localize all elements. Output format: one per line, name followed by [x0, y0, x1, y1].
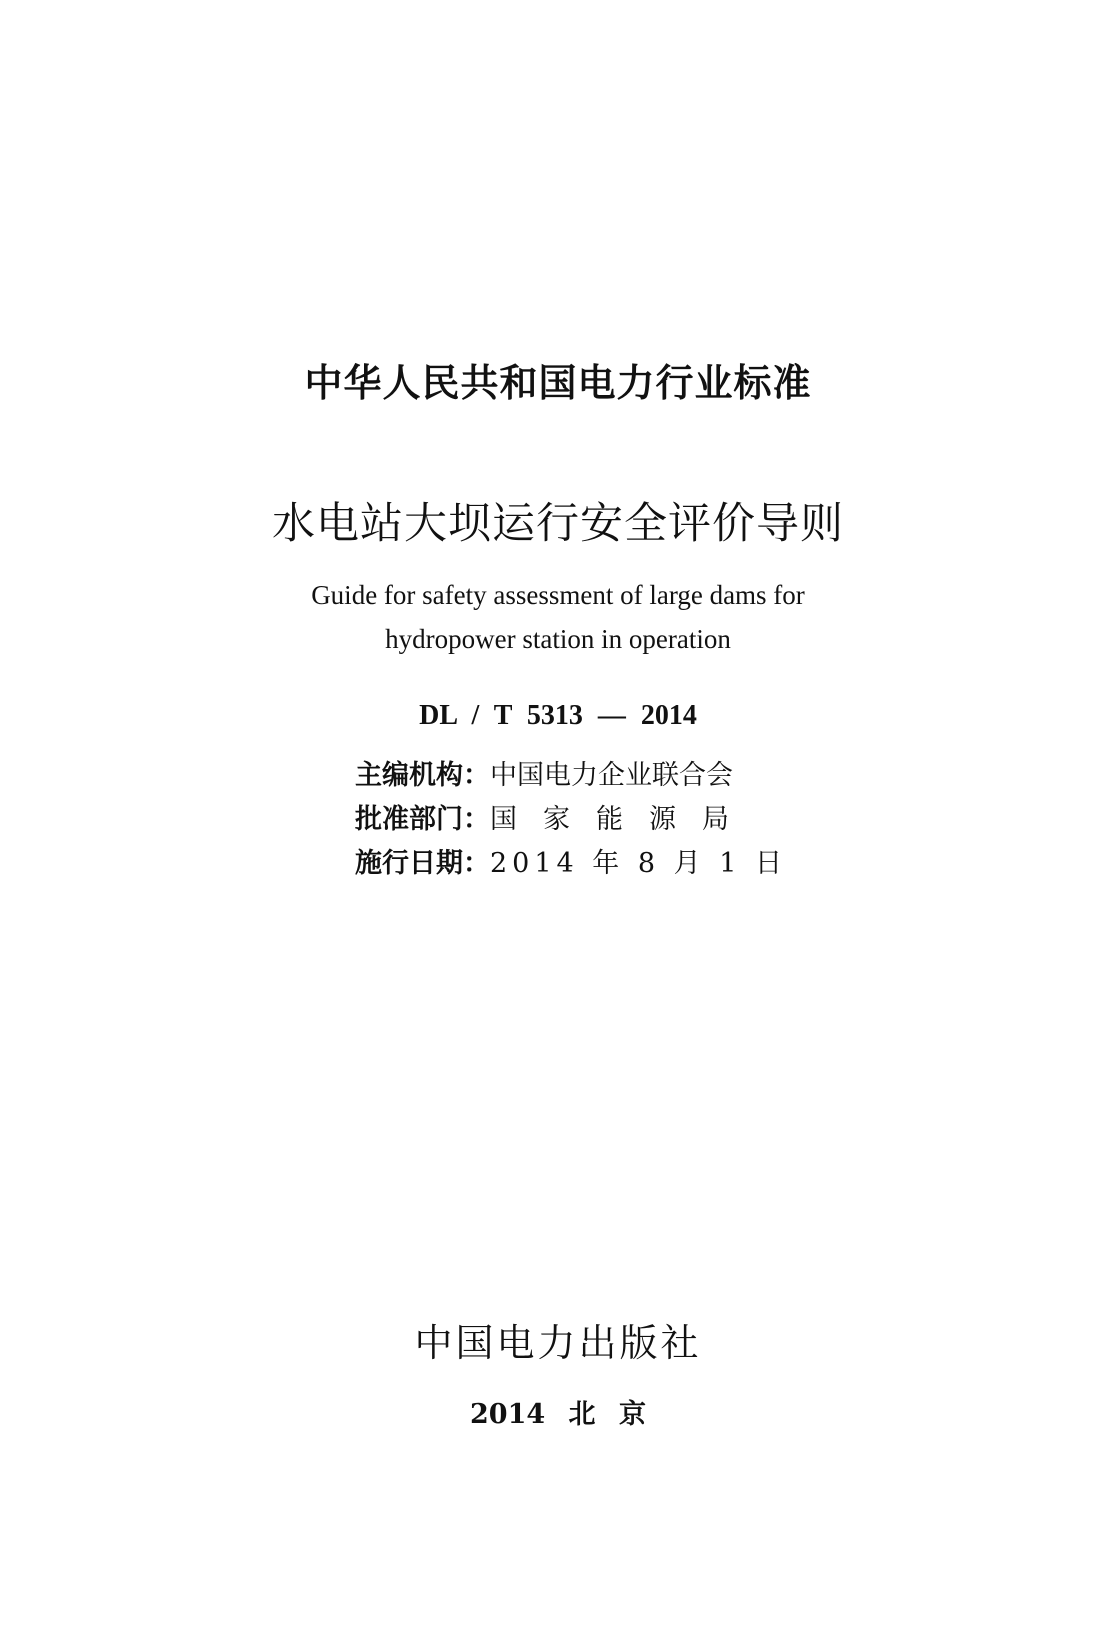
date-row — [355, 842, 795, 886]
publication-year-place: 2014 北 京 — [470, 1399, 646, 1430]
approver-label: 批准部门： — [355, 804, 490, 835]
document-title-chinese: 水电站大坝运行安全评价导则 — [272, 499, 844, 549]
date-value: 2014 年 8 月 1 日 — [490, 848, 787, 879]
document-title-english-line1: Guide for safety assessment of large dams for — [311, 580, 805, 610]
info-block — [355, 754, 795, 886]
publisher: 中国电力出版社 — [414, 1321, 702, 1365]
editor-label: 主编机构： — [355, 760, 490, 791]
approver-value: 国家能源局 — [490, 804, 755, 835]
editor-value: 中国电力企业联合会 — [490, 760, 733, 791]
date-label: 施行日期： — [355, 848, 490, 879]
document-title-english-line2: hydropower station in operation — [385, 624, 731, 654]
standard-organization: 中华人民共和国电力行业标准 — [304, 361, 812, 405]
standard-code: DL / T 5313 — 2014 — [419, 700, 697, 731]
approver-row — [355, 798, 795, 842]
editor-row — [355, 754, 795, 798]
